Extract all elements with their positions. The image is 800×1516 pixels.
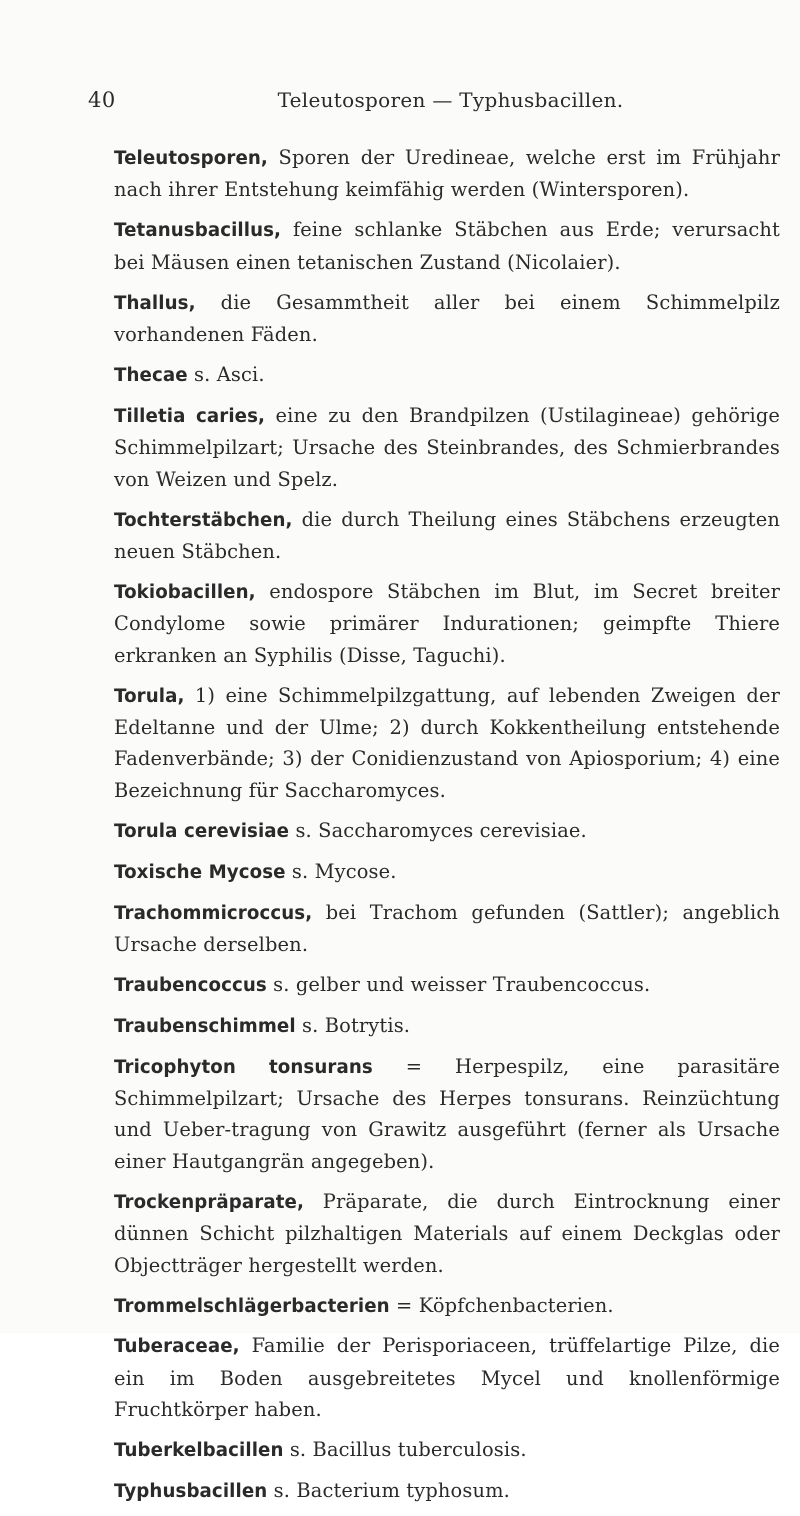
entry-term: Teleutosporen, [114,148,268,169]
glossary-entry [114,1290,780,1322]
entry-definition: = Köpfchenbacterien. [389,1293,614,1317]
entry-definition: s. Bacterium typhosum. [267,1479,510,1503]
entry-definition: 1) eine Schimmelpilzgattung, auf lebenden Zweigen der Edeltanne und der Ulme; 2) durch Kokkentheilung entstehende Fadenverbände; 3) der Conidienzustand von Apiosporium; 4) eine Bezeichnung für Saccharomyces. [114,683,780,802]
entry-term: Torula cerevisiae [114,820,290,842]
entry-term: Trockenpräparate, [114,1191,304,1213]
page-number: 40 [88,88,116,112]
entry-term: Traubenschimmel [114,1015,296,1037]
glossary-entry [114,359,780,391]
entry-definition: s. Saccharomyces cerevisiae. [289,818,587,842]
entry-definition: die durch Theilung eines Stäbchens erzeugten neuen Stäbchen. [114,507,780,563]
entry-term: Trachommicroccus, [114,902,313,924]
glossary-entry [114,897,780,961]
entry-term: Traubencoccus [114,974,267,996]
entry-definition: s. Botrytis. [295,1013,411,1037]
entry-term: Trommelschlägerbacterien [114,1295,390,1317]
glossary-entry [114,1330,780,1425]
entry-definition: Familie der Perisporiaceen, trüffelartige Pilze, die ein im Boden ausgebreitetes Mycel und knollenförmige Fruchtkörper haben. [114,1334,780,1422]
running-title: Teleutosporen — Typhusbacillen. [277,88,624,112]
glossary-entry [114,142,780,206]
entry-term: Torula, [114,685,185,707]
entry-definition: eine zu den Brandpilzen (Ustilagineae) gehörige Schimmelpilzart; Ursache des Steinbrandes, des Schmierbrandes von Weizen und Spelz. [114,403,781,491]
entry-term: Tokiobacillen, [114,581,256,603]
glossary-entry [114,1051,780,1178]
entry-definition: s. Asci. [187,362,265,386]
entry-term: Toxische Mycose [114,861,286,883]
glossary-entries [114,142,780,1516]
entry-definition: bei Trachom gefunden (Sattler); angeblich Ursache derselben. [114,900,780,956]
page-header [88,88,773,118]
glossary-entry [114,214,780,278]
entry-definition: Präparate, die durch Eintrocknung einer dünnen Schicht pilzhaltigen Materials auf einem Deckglas oder Objectträger hergestellt werden. [114,1189,780,1277]
glossary-entry [114,1010,780,1042]
entry-definition: feine schlanke Stäbchen aus Erde; verursacht bei Mäusen einen tetanischen Zustand (Nicolaier). [114,218,780,274]
glossary-entry [114,504,780,568]
glossary-entry [114,680,780,807]
entry-term: Thallus, [114,292,196,314]
entry-term: Tetanusbacillus, [114,220,282,242]
entry-term: Tricophyton tonsurans [114,1056,373,1078]
entry-definition: Sporen der Uredineae, welche erst im Frühjahr nach ihrer Entstehung keimfähig werden (Wintersporen). [114,146,780,202]
glossary-entry [114,400,780,495]
glossary-entry [114,969,780,1001]
glossary-entry [114,1475,780,1507]
glossary-entry [114,287,780,351]
glossary-entry [114,815,780,847]
entry-definition: s. gelber und weisser Traubencoccus. [266,972,651,996]
entry-term: Tochterstäbchen, [114,509,293,531]
entry-definition: endospore Stäbchen im Blut, im Secret breiter Condylome sowie primärer Indurationen; geimpfte Thiere erkranken an Syphilis (Disse, Taguchi). [114,579,780,667]
glossary-entry [114,856,780,888]
entry-term: Typhusbacillen [114,1481,268,1503]
glossary-entry [114,1186,780,1281]
entry-term: Tuberkelbacillen [114,1440,284,1462]
glossary-entry [114,576,780,671]
entry-term: Thecae [114,364,188,386]
entry-definition: s. Bacillus tuberculosis. [283,1438,527,1462]
glossary-entry [114,1434,780,1466]
entry-definition: = Herpespilz, eine parasitäre Schimmelpilzart; Ursache des Herpes tonsurans. Reinzüchtung und Ueber-tragung von Grawitz ausgeführt (ferner als Ursache einer Hautgangrän angegeben). [114,1054,780,1173]
entry-term: Tilletia caries, [114,405,266,427]
entry-definition: die Gesammtheit aller bei einem Schimmelpilz vorhandenen Fäden. [114,290,780,347]
entry-definition: s. Mycose. [285,859,397,883]
entry-term: Tuberaceae, [114,1336,240,1358]
